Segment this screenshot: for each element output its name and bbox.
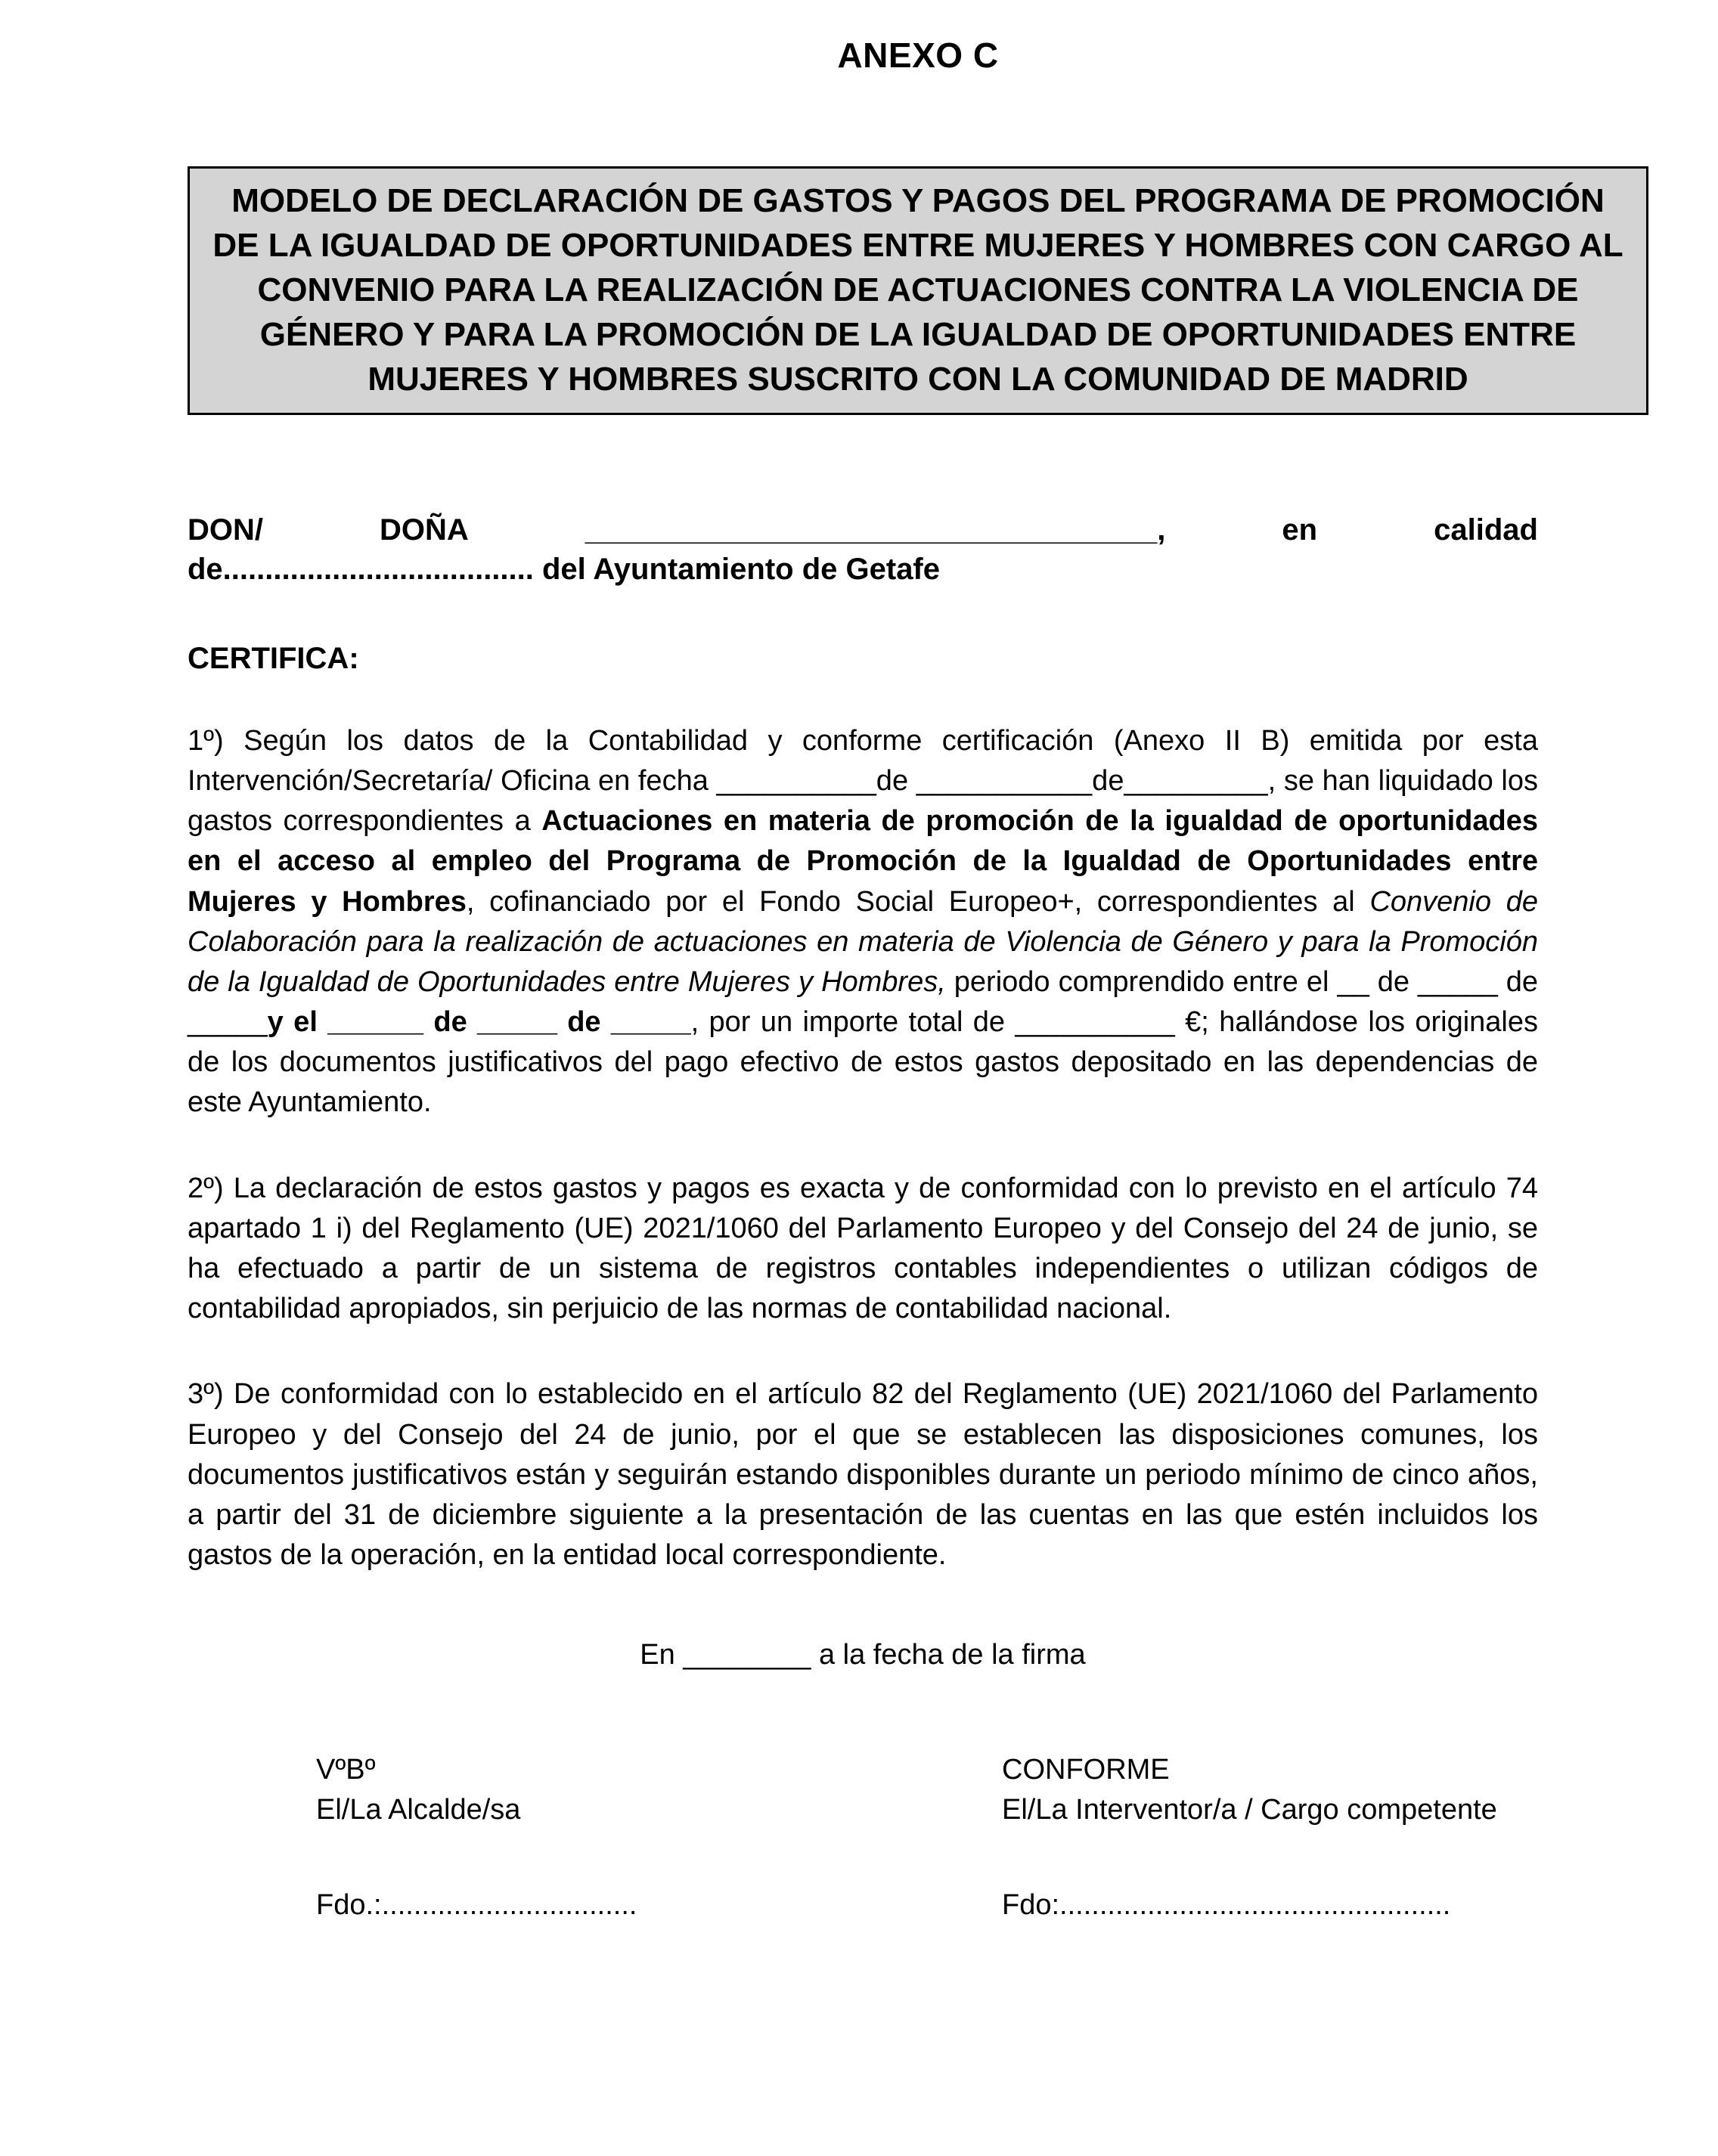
place-date-line: En ________ a la fecha de la firma — [640, 1639, 1086, 1671]
paragraph-3: 3º) De conformidad con lo establecido en el artículo 82 del Reglamento (UE) 2021/1060 del Parlamento Europeo y del Consejo del 24 de junio, por el que se establecen las disposiciones comunes, los documentos justificativos están y seguirán estando disponibles durante un periodo mínimo de cinco años, a partir del 31 de diciembre siguiente a la presentación de las cuentas en las que estén incluidos los gastos de la operación, en la entidad local correspondiente. — [188, 1378, 1538, 1572]
signature-block — [188, 1750, 1538, 1925]
addressee-dona: DOÑA — [380, 513, 469, 547]
paragraph-1-convenio-name: Convenio de Colaboración para la realización de actuaciones en materia de Violencia de Género y para la Promoción de la Igualdad de Oportunidades entre Mujeres y Hombres, — [188, 885, 1538, 998]
addressee-line-2: de..................................... del Ayuntamiento de Getafe — [188, 552, 940, 586]
header-box-text: MODELO DE DECLARACIÓN DE GASTOS Y PAGOS DEL PROGRAMA DE PROMOCIÓN DE LA IGUALDAD DE OPORTUNIDADES ENTRE MUJERES Y HOMBRES CON CARGO AL CONVENIO PARA LA REALIZACIÓN DE ACTUACIONES CONTRA LA VIOLENCIA DE GÉNERO Y PARA LA PROMOCIÓN DE LA IGUALDAD DE OPORTUNIDADES ENTRE MUJERES Y HOMBRES SUSCRITO CON LA COMUNIDAD DE MADRID — [212, 182, 1623, 398]
alcalde-role-label: El/La Alcalde/sa — [316, 1793, 521, 1826]
name-blank-field: __________________________________, — [585, 513, 1166, 547]
interventor-role-label: El/La Interventor/a / Cargo competente — [1002, 1793, 1497, 1826]
header-box — [188, 166, 1648, 415]
addressee-en: en — [1282, 513, 1318, 547]
document-body — [188, 510, 1538, 1925]
addressee-don: DON/ — [188, 513, 263, 547]
paragraph-1-period-end: y el ______ de _____ de _____ — [267, 1006, 691, 1039]
vobo-label: VºBº — [316, 1754, 376, 1786]
paragraph-1 — [188, 721, 1538, 1123]
addressee-calidad: calidad — [1434, 513, 1538, 547]
conforme-label: CONFORME — [1002, 1754, 1170, 1786]
paragraph-1-intro: 1º) Según los datos de la Contabilidad y conforme certificación (Anexo II B) emitida por esta Intervención/Secretaría/ Oficina en fecha __________de ___________de_________, se han liquidado los gastos correspondientes a — [188, 724, 1538, 838]
certifica-heading: CERTIFICA: — [188, 641, 359, 675]
fdo-left-line: Fdo.:................................ — [316, 1889, 637, 1922]
paragraph-1-amount: , por un importe total de __________ €; hallándose los originales de los documentos justificativos del pago efectivo de estos gastos depositado en las dependencias de este Ayuntamiento. — [188, 1006, 1538, 1119]
paragraph-2: 2º) La declaración de estos gastos y pagos es exacta y de conformidad con lo previsto en el artículo 74 apartado 1 i) del Reglamento (UE) 2021/1060 del Parlamento Europeo y del Consejo del 24 de junio, se ha efectuado a partir de un sistema de registros contables independientes o utilizan códigos de contabilidad apropiados, sin perjuicio de las normas de contabilidad nacional. — [188, 1172, 1538, 1325]
addressee-block — [188, 510, 1538, 589]
paragraph-1-period-start: periodo comprendido entre el __ de _____ de _____ — [188, 965, 1538, 1039]
paragraph-1-program-name: Actuaciones en materia de promoción de la igualdad de oportunidades en el acceso al empleo del Programa de Promoción de la Igualdad de Oportunidades entre Mujeres y Hombres — [188, 805, 1539, 918]
addressee-line-1 — [188, 510, 1538, 550]
fdo-right-line: Fdo:................................................. — [1002, 1889, 1451, 1922]
signature-right-column — [1002, 1750, 1538, 1925]
signature-left-column — [316, 1750, 1002, 1925]
page-title: ANEXO C — [837, 36, 999, 75]
paragraph-1-cofinance: , cofinanciado por el Fondo Social Europeo+, correspondientes al — [466, 885, 1370, 918]
